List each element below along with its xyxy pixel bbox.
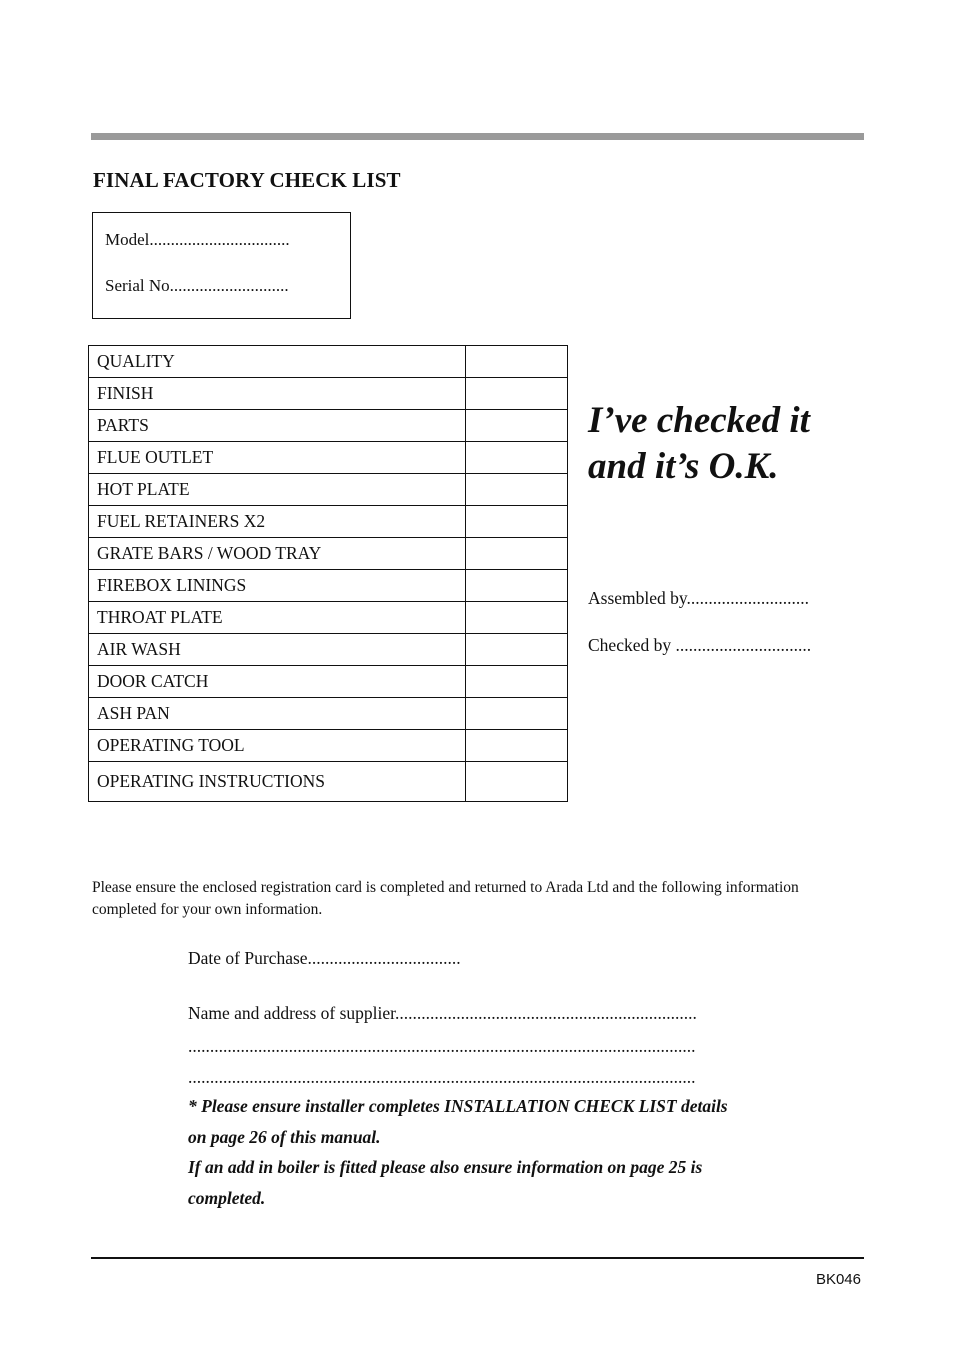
check-item-label: FLUE OUTLET (89, 442, 466, 474)
check-box[interactable] (466, 570, 568, 602)
table-row (89, 346, 568, 378)
serial-field[interactable]: Serial No............................ (105, 276, 289, 295)
slogan-line-1: I’ve checked it (588, 400, 810, 441)
model-serial-box (92, 212, 351, 319)
check-box[interactable] (466, 346, 568, 378)
check-box[interactable] (466, 602, 568, 634)
installer-note-line-3: If an add in boiler is fitted please also ensure information on page 25 is (188, 1157, 703, 1177)
table-row (89, 666, 568, 698)
check-item-label: OPERATING INSTRUCTIONS (89, 762, 466, 802)
page-title: FINAL FACTORY CHECK LIST (93, 168, 401, 192)
installer-note (188, 1091, 828, 1213)
check-box[interactable] (466, 730, 568, 762)
installer-note-line-1: * Please ensure installer completes INSTALLATION CHECK LIST details (188, 1096, 728, 1116)
check-item-label: THROAT PLATE (89, 602, 466, 634)
check-item-label: GRATE BARS / WOOD TRAY (89, 538, 466, 570)
table-row (89, 602, 568, 634)
check-item-label: HOT PLATE (89, 474, 466, 506)
check-item-label: ASH PAN (89, 698, 466, 730)
table-row (89, 698, 568, 730)
check-item-label: FINISH (89, 378, 466, 410)
checked-by-field[interactable]: Checked by ............................... (588, 635, 812, 655)
check-box[interactable] (466, 762, 568, 802)
check-box[interactable] (466, 410, 568, 442)
supplier-field[interactable]: Name and address of supplier..................................................................... (188, 1003, 697, 1023)
table-row (89, 538, 568, 570)
supplier-address-line-1[interactable]: .................................................................................................................... (188, 1036, 696, 1056)
check-box[interactable] (466, 474, 568, 506)
table-row (89, 762, 568, 802)
check-box[interactable] (466, 538, 568, 570)
table-row (89, 378, 568, 410)
top-rule (91, 133, 864, 140)
check-item-label: FUEL RETAINERS X2 (89, 506, 466, 538)
check-item-label: FIREBOX LININGS (89, 570, 466, 602)
check-box[interactable] (466, 698, 568, 730)
installer-note-line-2: on page 26 of this manual. (188, 1126, 381, 1147)
check-item-label: OPERATING TOOL (89, 730, 466, 762)
check-box[interactable] (466, 506, 568, 538)
check-list-table (88, 345, 568, 802)
assembled-by-field[interactable]: Assembled by............................ (588, 588, 810, 608)
check-box[interactable] (466, 666, 568, 698)
registration-notice: Please ensure the enclosed registration card is completed and returned to Arada Ltd and the following information completed for your own information. (92, 879, 799, 918)
installer-note-line-4: completed. (188, 1187, 266, 1208)
document-code: BK046 (815, 1271, 861, 1288)
table-row (89, 506, 568, 538)
supplier-address-line-2[interactable]: .................................................................................................................... (188, 1067, 696, 1087)
table-row (89, 730, 568, 762)
table-row (89, 474, 568, 506)
check-box[interactable] (466, 378, 568, 410)
model-field[interactable]: Model................................. (105, 230, 290, 249)
table-row (89, 410, 568, 442)
date-of-purchase-field[interactable]: Date of Purchase................................... (188, 948, 461, 968)
table-row (89, 442, 568, 474)
check-item-label: PARTS (89, 410, 466, 442)
slogan-line-2: and it’s O.K. (588, 446, 779, 487)
check-item-label: DOOR CATCH (89, 666, 466, 698)
check-item-label: QUALITY (89, 346, 466, 378)
check-box[interactable] (466, 634, 568, 666)
check-item-label: AIR WASH (89, 634, 466, 666)
table-row (89, 570, 568, 602)
check-box[interactable] (466, 442, 568, 474)
bottom-rule (91, 1257, 864, 1259)
table-row (89, 634, 568, 666)
slogan (588, 398, 888, 490)
